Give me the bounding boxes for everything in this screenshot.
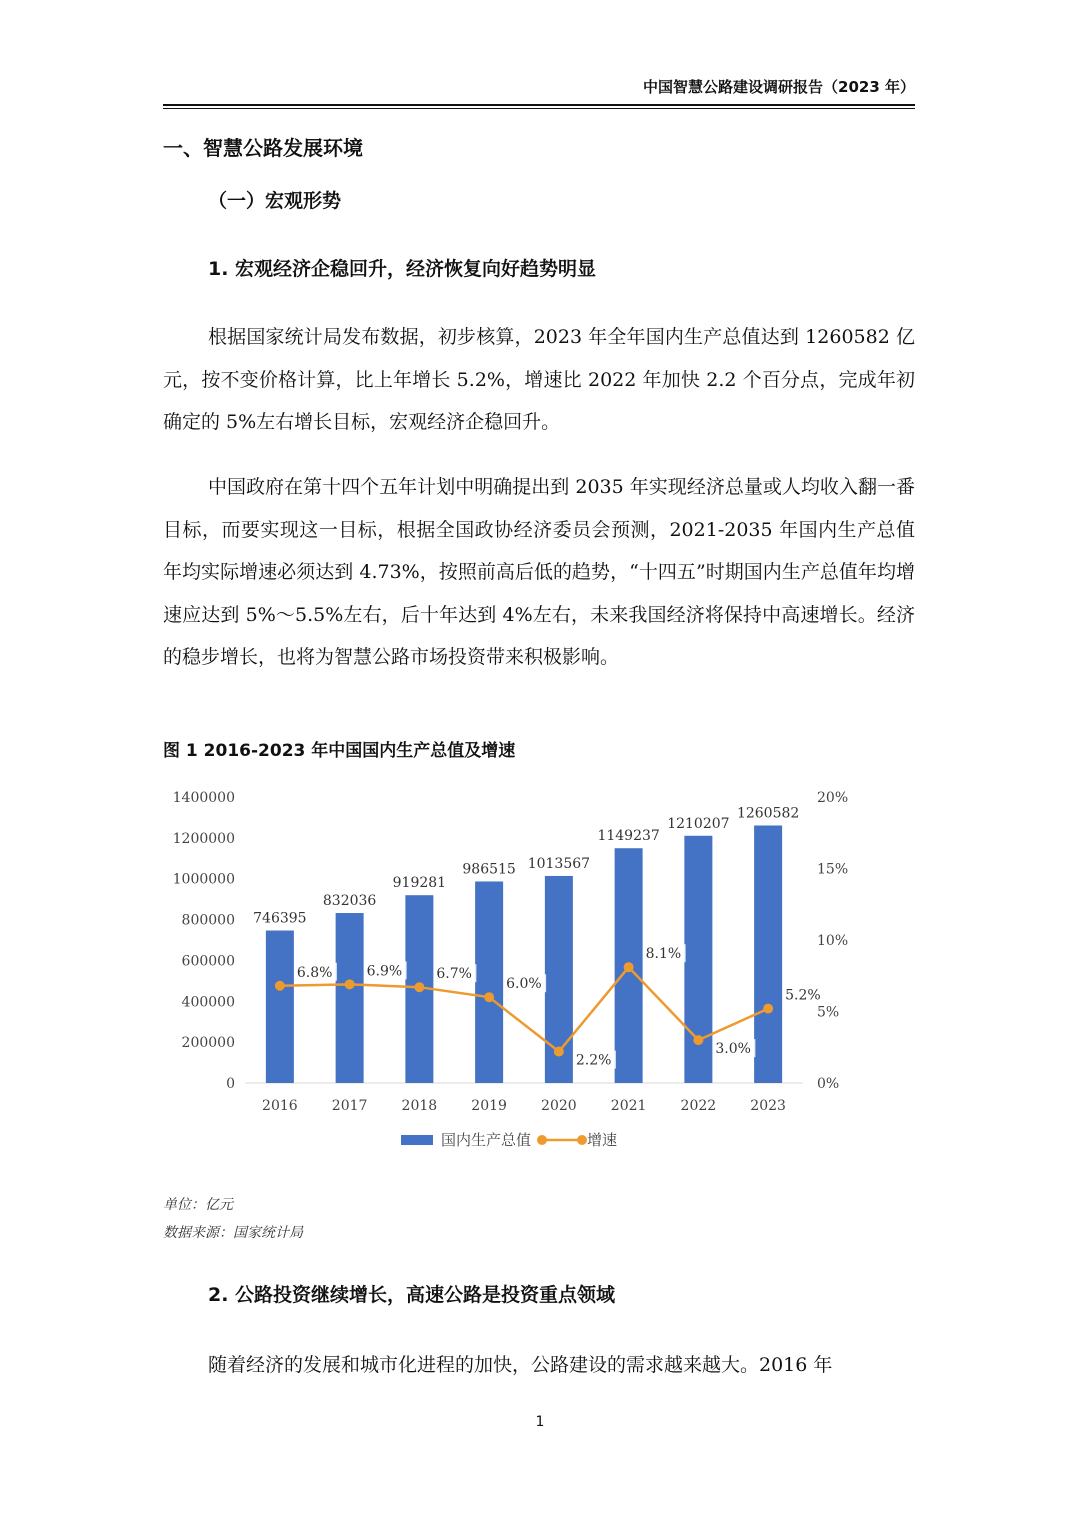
section-heading: 一、智慧公路发展环境 [163, 136, 363, 160]
y-right-tick-label: 0% [817, 1076, 840, 1092]
growth-label: 6.9% [366, 963, 403, 980]
topic-heading-2: 2. 公路投资继续增长，高速公路是投资重点领域 [208, 1284, 616, 1306]
growth-point [414, 982, 424, 992]
y-right-tick-label: 20% [817, 790, 849, 806]
x-tick-label: 2016 [262, 1098, 298, 1114]
growth-label: 3.0% [715, 1041, 751, 1058]
gdp-bar-label: 1260582 [736, 805, 800, 822]
y-right-tick-label: 10% [817, 933, 849, 949]
gdp-bar [336, 913, 364, 1083]
gdp-bar-label: 1013567 [527, 855, 591, 872]
legend-bar-swatch [401, 1135, 433, 1145]
x-tick-label: 2023 [750, 1098, 786, 1114]
legend-line-label: 增速 [587, 1131, 618, 1149]
growth-point [763, 1004, 773, 1014]
growth-label: 2.2% [575, 1052, 612, 1069]
gdp-bar-label: 919281 [392, 875, 447, 892]
y-left-tick-label: 600000 [181, 953, 235, 970]
growth-label: 8.1% [645, 946, 682, 963]
header-rule [163, 104, 915, 106]
y-left-tick-label: 800000 [181, 912, 235, 929]
growth-point [275, 981, 285, 991]
gdp-bar-label: 1149237 [597, 828, 660, 845]
legend-line-marker [537, 1135, 547, 1145]
paragraph-investment: 随着经济的发展和城市化进程的加快，公路建设的需求越来越大。2016 年 [208, 1354, 833, 1376]
x-tick-label: 2017 [331, 1098, 368, 1114]
x-tick-label: 2020 [541, 1098, 577, 1114]
gdp-bar [475, 881, 503, 1083]
y-left-tick-label: 1200000 [172, 830, 235, 847]
gdp-bar-label: 986515 [462, 861, 516, 878]
figure-title: 图 1 2016-2023 年中国国内生产总值及增速 [163, 741, 516, 761]
y-left-tick-label: 400000 [181, 994, 235, 1011]
growth-point [693, 1035, 703, 1045]
page-number: 1 [535, 1414, 545, 1430]
paragraph-gdp: 根据国家统计局发布数据，初步核算，2023 年全年国内生产总值达到 1260582 亿元，按不变价格计算，比上年增长 5.2%，增速比 2022 年加快 2.2 个百分点，完成年初确定的 5%左右增长目标，宏观经济企稳回升。 [163, 326, 915, 433]
header-rule-thin [163, 108, 915, 109]
growth-label: 6.7% [436, 966, 472, 983]
gdp-bar-label: 746395 [253, 910, 307, 927]
growth-label: 5.2% [785, 987, 821, 1004]
legend-bar-label: 国内生产总值 [441, 1131, 532, 1149]
growth-point [624, 962, 634, 972]
growth-point [484, 992, 494, 1002]
y-left-tick-label: 200000 [181, 1035, 235, 1052]
x-tick-label: 2021 [610, 1098, 647, 1114]
gdp-bar [684, 836, 712, 1083]
gdp-growth-chart [163, 780, 863, 1170]
subsection-heading: （一）宏观形势 [208, 190, 342, 212]
x-tick-label: 2022 [680, 1098, 717, 1114]
y-right-tick-label: 5% [817, 1004, 840, 1021]
growth-point [345, 979, 355, 989]
gdp-bar-label: 832036 [322, 893, 377, 910]
growth-point [554, 1047, 564, 1057]
gdp-bar-label: 1210207 [667, 815, 730, 832]
growth-label: 6.8% [296, 964, 333, 981]
topic-heading-1: 1. 宏观经济企稳回升，经济恢复向好趋势明显 [208, 258, 597, 280]
source-note: 数据来源：国家统计局 [163, 1225, 303, 1241]
y-left-tick-label: 0 [226, 1076, 235, 1092]
paragraph-plan: 中国政府在第十四个五年计划中明确提出到 2035 年实现经济总量或人均收入翻一番目标，而要实现这一目标，根据全国政协经济委员会预测，2021-2035 年国内生产总值年均实际增速必须达到 4.73%，按照前高后低的趋势，“十四五”时期国内生产总值年均增速应达到 5%～5.5%左右，后十年达到 4%左右，未来我国经济将保持中高速增长。经济的稳步增长，也将为智慧公路市场投资带来积极影响。 [163, 476, 915, 668]
gdp-bar [754, 825, 782, 1083]
growth-label: 6.0% [506, 976, 542, 993]
x-tick-label: 2018 [401, 1098, 438, 1114]
unit-note: 单位：亿元 [163, 1197, 233, 1213]
legend-line-marker [577, 1135, 587, 1145]
y-left-tick-label: 1000000 [172, 871, 235, 888]
gdp-bar [266, 931, 294, 1083]
report-header: 中国智慧公路建设调研报告（2023 年） [643, 78, 915, 96]
y-right-tick-label: 15% [817, 861, 849, 878]
y-left-tick-label: 1400000 [172, 790, 235, 806]
x-tick-label: 2019 [471, 1098, 507, 1114]
